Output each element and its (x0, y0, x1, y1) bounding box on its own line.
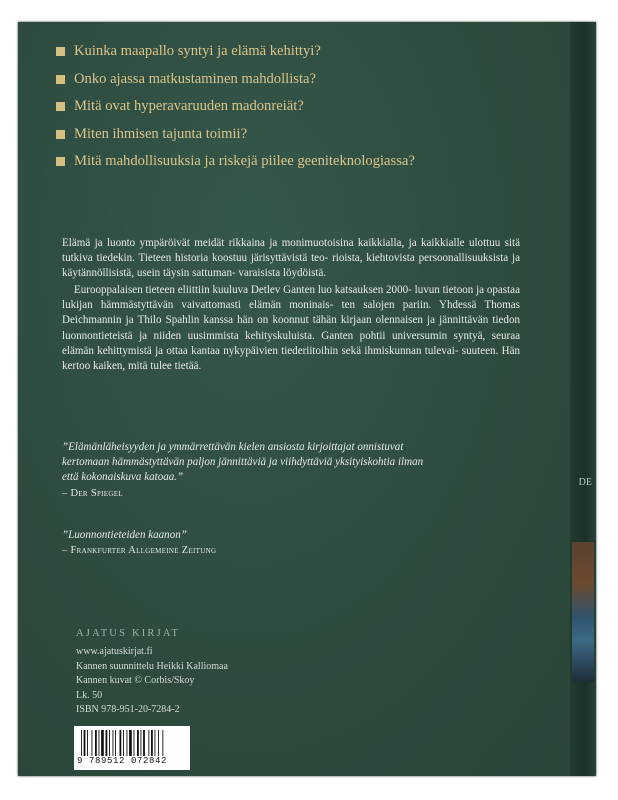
blurb-line: uusimmista kehityskuluista. Ganten pohtii universumin syntyä, seuraa elämän (62, 329, 521, 357)
blurb-line: Elämä ja luonto ympäröivät meidät rikkaina ja monimuotoisina kaikkialla, ja (62, 237, 417, 249)
quote-line: että kokonaiskuva katoaa.” (62, 471, 184, 484)
blurb-line: suuteen. Hän kertoo kaiken, mitä tulee tietää. (62, 344, 520, 372)
review-quote-2 (62, 528, 522, 558)
blurb-paragraph-1 (62, 236, 520, 281)
quote-source (62, 543, 522, 558)
question-text: Mitä ovat hyperavaruuden madonreiät? (74, 98, 304, 115)
question-item (56, 148, 536, 176)
question-item (56, 66, 536, 94)
question-item (56, 38, 536, 66)
blurb-line: varaisista löydöistä. (238, 267, 327, 280)
question-text: Onko ajassa matkustaminen mahdollista? (74, 70, 316, 87)
square-bullet-icon (56, 75, 65, 84)
blurb-line: ten salojen pariin. Yhdessä Thomas Deichmannin ja Thilo Spahlin kanssa hän on (62, 299, 520, 327)
blurb-line: kaikkialle ulottuu sitä tutkiva tiedekin. Tieteen historia koostuu järisyttävistä teo- (62, 237, 520, 265)
barcode (74, 726, 190, 770)
quote-source (62, 486, 522, 501)
credits-block (76, 645, 228, 718)
quote-line: kertomaan hämmästyttävän paljon jännittäviä ja viihdyttäviä yksityiskohtia ilman (62, 456, 424, 469)
review-quote-1 (62, 440, 522, 501)
square-bullet-icon (56, 130, 65, 139)
question-item (56, 93, 536, 121)
blurb-line: rioista, kiehtovista persoonallisuuksista ja käytännöllisistä, usein täysin sattuman- (62, 252, 520, 280)
square-bullet-icon (56, 102, 65, 111)
question-item (56, 121, 536, 149)
publisher-url: www.ajatuskirjat.fi (76, 646, 153, 657)
question-list (56, 38, 536, 176)
classification: Lk. 50 (76, 689, 103, 701)
cover-image-credit: Kannen kuvat © Corbis/Skoy (76, 675, 195, 686)
square-bullet-icon (56, 47, 65, 56)
quote-source-text: – Der Spiegel (62, 487, 123, 499)
blurb-line: luvun tietoon ja opastaa lukijan hämmästyttävän vaivattomasti elämän moninais- (62, 284, 520, 312)
quote-source-text: – Frankfurter Allgemeine Zeitung (62, 545, 217, 557)
blurb-paragraph-2 (62, 283, 520, 374)
barcode-number: 9 789512 072842 (77, 756, 168, 766)
quote-line: ”Luonnontieteiden kaanon” (62, 529, 187, 541)
cover-design-credit: Kannen suunnittelu Heikki Kalliomaa (76, 660, 228, 672)
publisher-name: AJATUS KIRJAT (76, 628, 181, 639)
blurb-line: Eurooppalaisen tieteen eliittiin kuuluva Detlev Ganten luo katsauksen 2000- (74, 284, 412, 297)
blurb-text (62, 236, 520, 374)
isbn: ISBN 978-951-20-7284-2 (76, 704, 180, 715)
blurb-line: kehittymistä ja ottaa kantaa nykypäivien tiederiitoihin sekä ihmiskunnan tulevai- (97, 344, 459, 357)
quote-line: ”Elämänläheisyyden ja ymmärrettävän kielen ansiosta kirjoittajat onnistuvat (62, 441, 404, 453)
question-text: Miten ihmisen tajunta toimii? (74, 125, 248, 142)
spine-edge (570, 22, 596, 776)
spine-text: DE (578, 477, 592, 488)
question-text: Kuinka maapallo syntyi ja elämä kehittyi? (74, 43, 321, 60)
question-text: Mitä mahdollisuuksia ja riskejä piilee geeniteknologiassa? (74, 153, 415, 170)
spine-image (572, 542, 594, 682)
blurb-line: koonnut tähän kirjaan olennaisen ja jännittävän tiedon luonnontieteistä ja niiden (62, 314, 521, 342)
square-bullet-icon (56, 157, 65, 166)
barcode-bars (80, 730, 184, 756)
